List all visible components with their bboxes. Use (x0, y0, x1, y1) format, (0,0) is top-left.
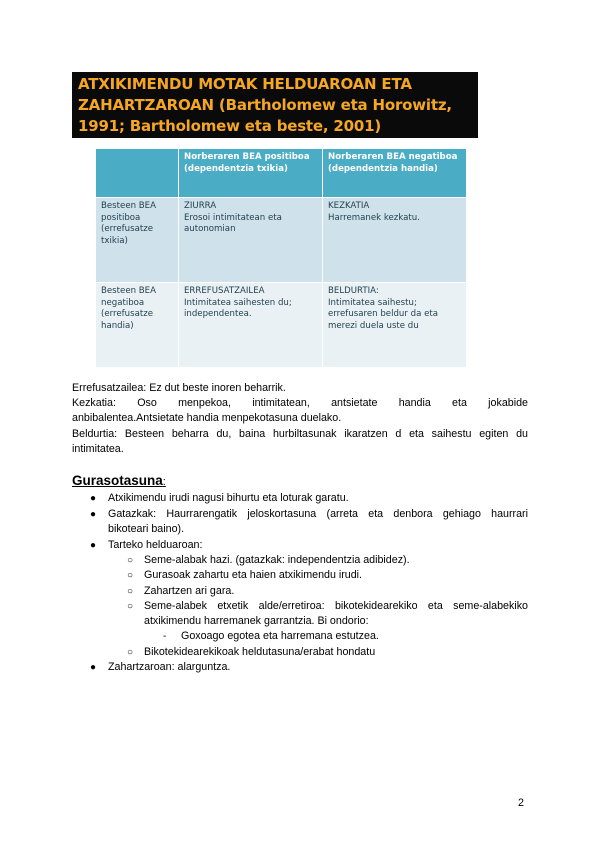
table-row-label (96, 283, 178, 367)
cell-line: merezi duela uste du (328, 320, 419, 331)
cell-line: Erosoi intimitatean eta (184, 212, 282, 223)
cell-line: Intimitatea saihestu; (328, 297, 417, 308)
bullet-circle-icon: ○ (127, 570, 134, 581)
row-label-line: (errefusatze (101, 309, 154, 320)
sublist-item-continuation: atxikimendu harremanek garrantzia. Bi ondorio: (144, 615, 369, 627)
table-cell-fearful (323, 283, 466, 367)
paragraph-fearful-line: intimitatea. (72, 443, 124, 455)
sublist-item: Bikotekidearekikoak heldutasuna/erabat hondatu (144, 646, 376, 658)
row-label-line: positiboa (101, 212, 141, 223)
cell-line: ERREFUSATZAILEA (184, 286, 265, 296)
list-item: Gatazkak: Haurrarengatik jeloskortasuna (arreta eta denbora gehiago haurrari (108, 508, 528, 520)
bullet-dot-icon: ● (90, 493, 97, 504)
bullet-circle-icon: ○ (127, 555, 134, 566)
row-label-line: negatiboa (101, 297, 145, 308)
table-col-header (179, 149, 322, 197)
list-item-continuation: bikoteari baino). (108, 523, 185, 535)
slide-title (72, 72, 478, 138)
list-item: Atxikimendu irudi nagusi bihurtu eta loturak garatu. (108, 492, 349, 504)
sublist-item: Seme-alabek etxetik alde/erretiroa: bikotekidearekiko eta seme-alabekiko (144, 600, 528, 612)
table-col-header (323, 149, 466, 197)
slide-title-line: ATXIKIMENDU MOTAK HELDUAROAN ETA (78, 75, 412, 93)
row-label-line: handia) (101, 320, 134, 331)
row-label-line: Besteen BEA (101, 201, 156, 211)
bullet-circle-icon: ○ (127, 647, 134, 658)
paragraph-dismissive: Errefusatzailea: Ez dut beste inoren beharrik. (72, 382, 286, 394)
row-label-line: Besteen BEA (101, 286, 156, 296)
paragraph-fearful-line: Beldurtia: Besteen beharra du, baina hurbiltasunak ikaratzen d eta saihestu egiten du (72, 428, 528, 440)
slide-image (72, 72, 478, 367)
cell-line: autonomian (184, 224, 236, 235)
bullet-dot-icon: ● (90, 540, 97, 551)
bullet-dot-icon: ● (90, 509, 97, 520)
table-row-label (96, 198, 178, 282)
page-number: 2 (518, 797, 524, 809)
table-cell-anxious (323, 198, 466, 282)
bullet-circle-icon: ○ (127, 586, 134, 597)
cell-line: KEZKATIA (328, 201, 370, 211)
header-line: (dependentzia handia) (328, 163, 438, 174)
cell-line: BELDURTIA: (328, 286, 379, 296)
sublist-item: Zahartzen ari gara. (144, 585, 235, 597)
row-label-line: txikia) (101, 235, 128, 246)
paragraph-anxious-line: Kezkatia: Oso menpekoa, intimitatean, antsietate handia eta jokabide (72, 397, 528, 409)
cell-line: errefusaren beldur da eta (328, 309, 438, 320)
bullet-dot-icon: ● (90, 662, 97, 673)
paragraph-anxious-line: anbibalentea.Antsietate handia menpekotasuna duelako. (72, 412, 342, 424)
cell-line: Intimitatea saihesten du; (184, 297, 292, 308)
header-line: Norberaren BEA positiboa (184, 152, 310, 162)
list-item: Zahartzaroan: alarguntza. (108, 661, 231, 673)
nested-list-item: Goxoago egotea eta harremana estutzea. (181, 630, 379, 642)
attachment-table (96, 149, 466, 367)
slide-title-line: ZAHARTZAROAN (Bartholomew eta Horowitz, (78, 96, 452, 114)
table-corner-cell (96, 149, 178, 197)
heading-text: Gurasotasuna (72, 473, 163, 488)
heading-colon: : (162, 476, 166, 488)
header-line: Norberaren BEA negatiboa (328, 152, 458, 162)
sublist-item: Seme-alabak hazi. (gatazkak: independentzia adibidez). (144, 554, 410, 566)
cell-line: independentea. (184, 309, 252, 320)
cell-line: Harremanek kezkatu. (328, 212, 420, 223)
header-line: (dependentzia txikia) (184, 163, 288, 174)
list-item: Tarteko helduaroan: (108, 539, 203, 551)
section-heading (72, 472, 166, 491)
bullet-dash-icon: - (163, 631, 167, 642)
table-cell-secure (179, 198, 322, 282)
cell-line: ZIURRA (184, 201, 217, 211)
table-cell-dismissive (179, 283, 322, 367)
row-label-line: (errefusatze (101, 224, 154, 235)
bullet-circle-icon: ○ (127, 601, 134, 612)
slide-title-line: 1991; Bartholomew eta beste, 2001) (78, 117, 381, 135)
sublist-item: Gurasoak zahartu eta haien atxikimendu irudi. (144, 569, 363, 581)
